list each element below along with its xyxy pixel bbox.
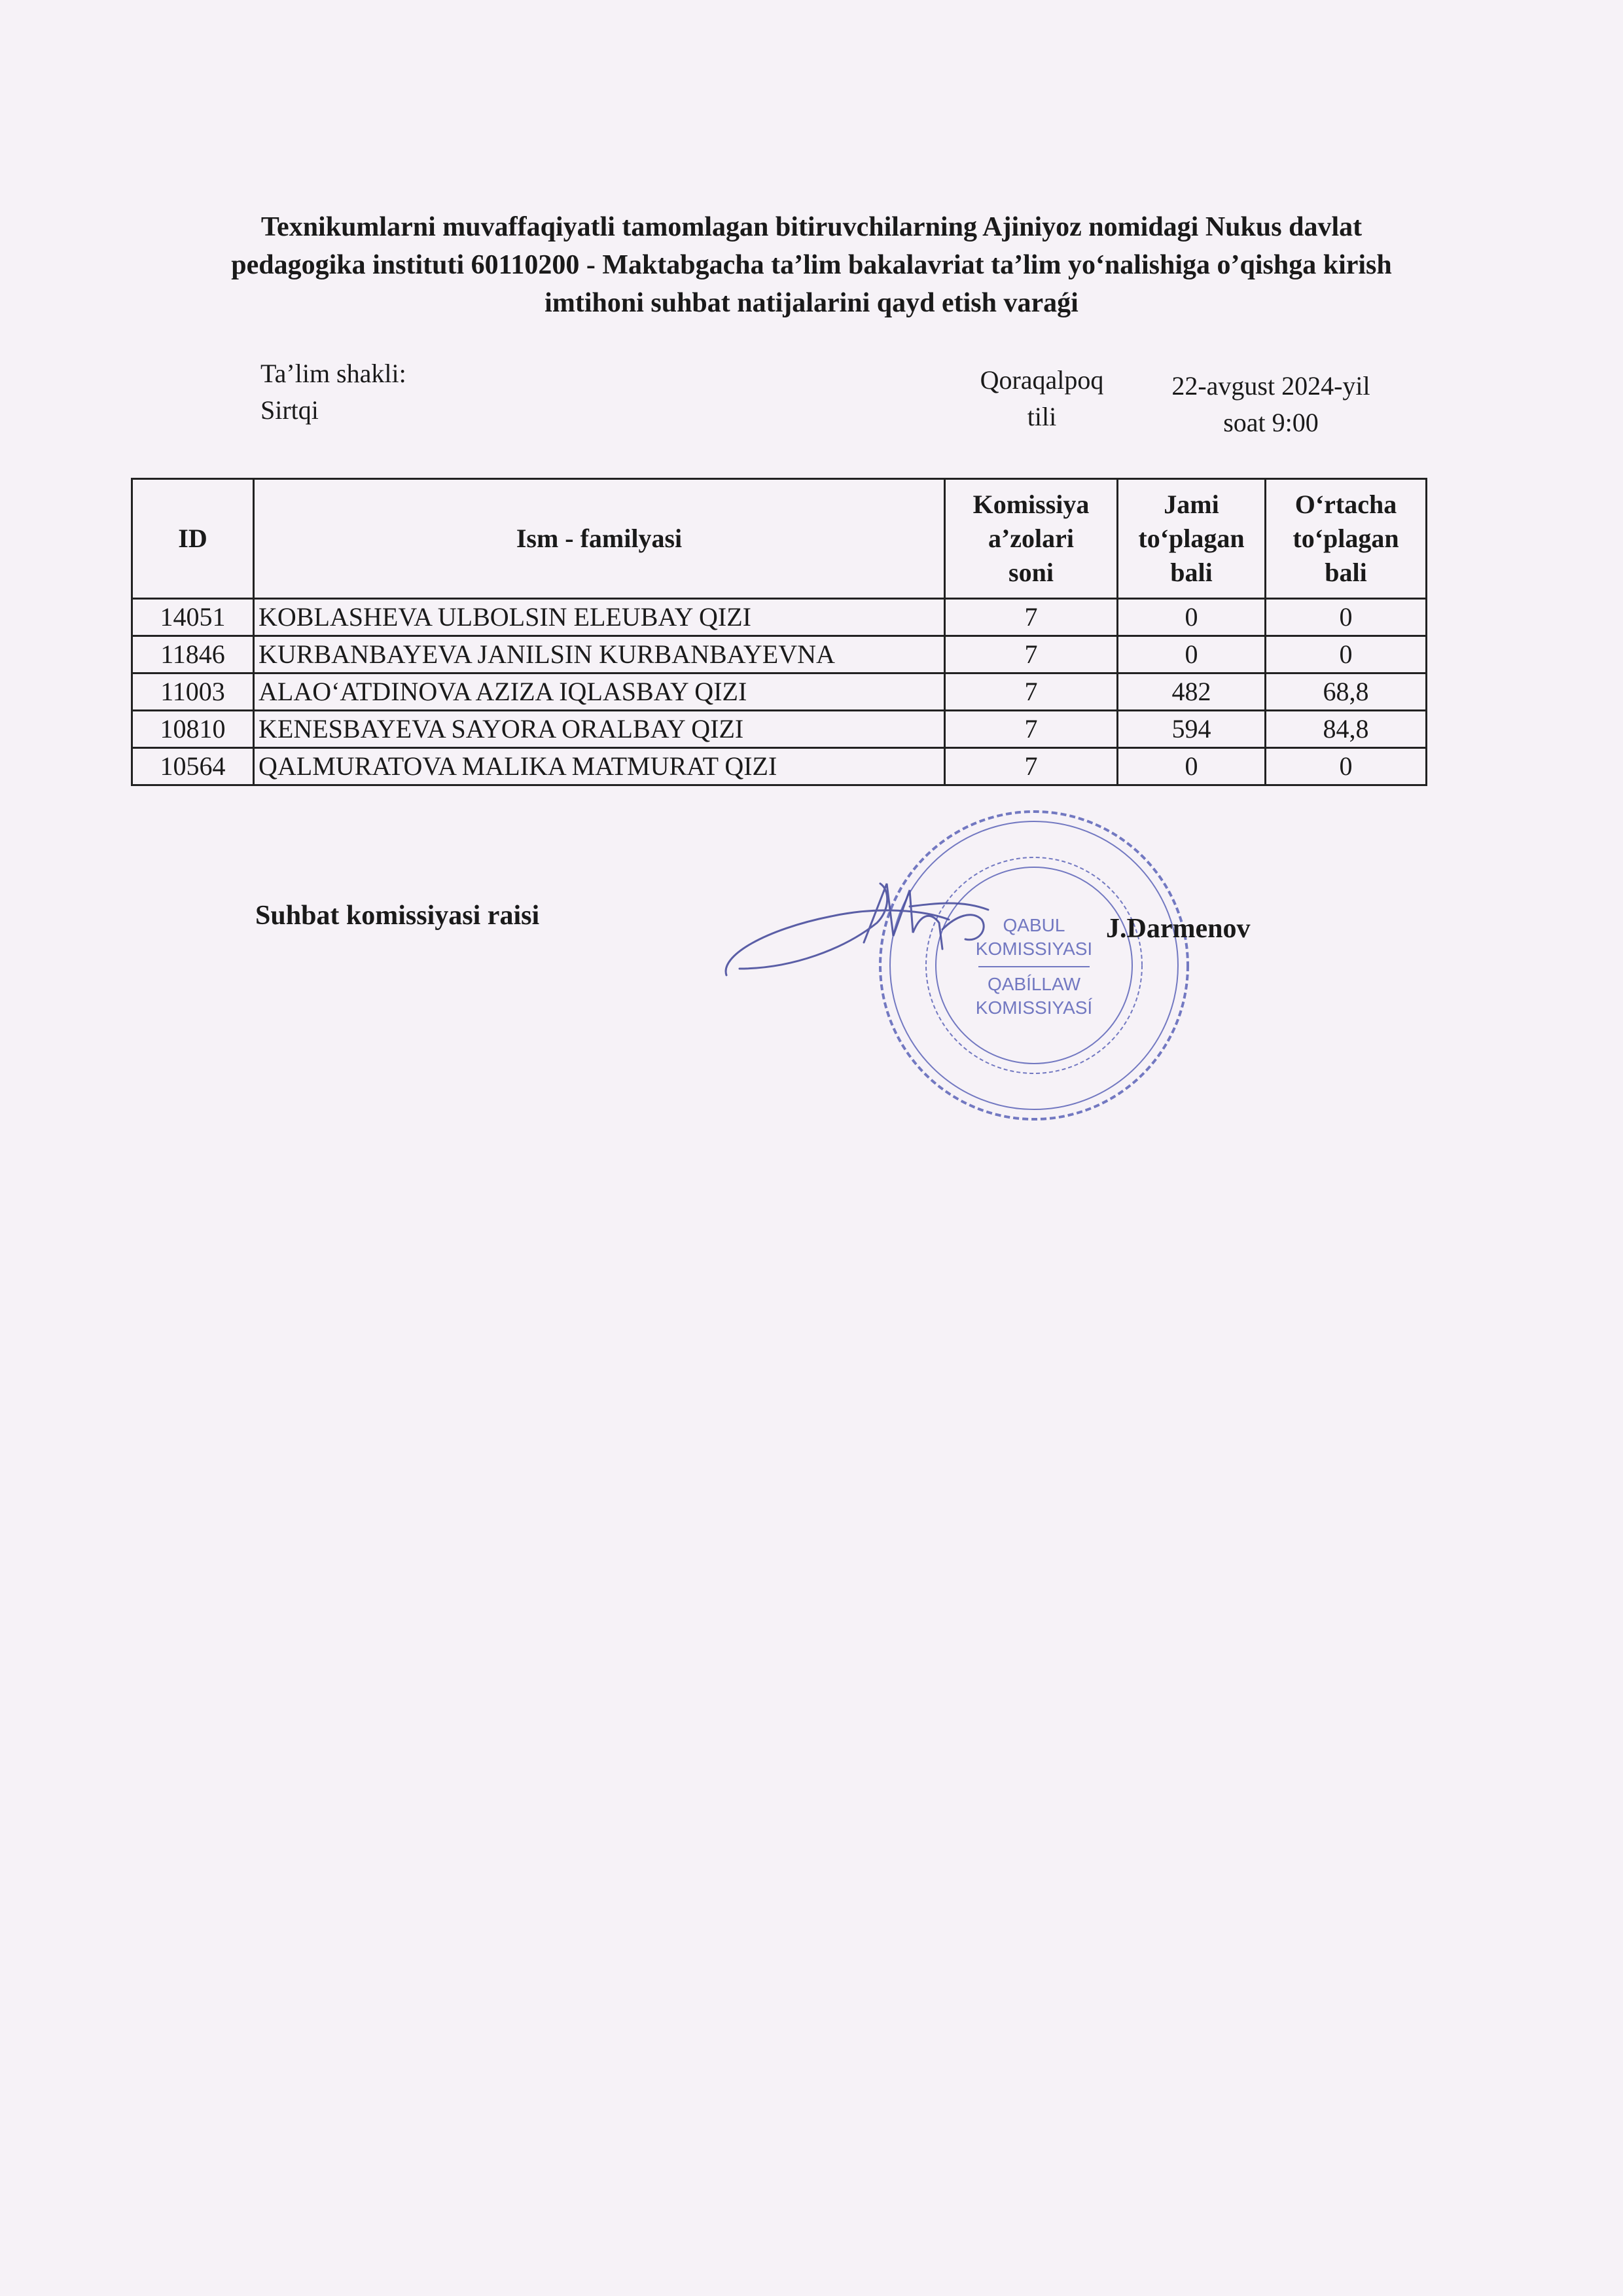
cell-average: 84,8 (1266, 711, 1427, 748)
table-row (132, 599, 1427, 636)
header-commission (945, 479, 1118, 599)
header-name: Ism - familyasi (254, 479, 945, 599)
education-form-label: Ta’lim shakli: (260, 359, 406, 388)
cell-id: 11846 (132, 636, 254, 673)
title-line-3: imtihoni suhbat natijalarini qayd etish varaǵi (544, 288, 1079, 318)
stamp-line-4: KOMISSIYASÍ (975, 997, 1093, 1018)
header-average-line-1: O‘rtacha (1294, 490, 1397, 519)
stamp-line-2: KOMISSIYASI (975, 939, 1093, 959)
header-commission-line-3: soni (1008, 558, 1054, 587)
cell-commission: 7 (945, 748, 1118, 785)
table-row (132, 636, 1427, 673)
cell-total: 0 (1118, 599, 1266, 636)
cell-name: KENESBAYEVA SAYORA ORALBAY QIZI (254, 711, 945, 748)
cell-average: 68,8 (1266, 673, 1427, 711)
results-table (131, 478, 1427, 786)
language-line-1: Qoraqalpoq (980, 365, 1104, 395)
cell-name: ALAO‘ATDINOVA AZIZA IQLASBAY QIZI (254, 673, 945, 711)
education-form-value: Sirtqi (260, 395, 319, 425)
exam-time: soat 9:00 (1223, 408, 1319, 437)
cell-id: 10810 (132, 711, 254, 748)
cell-id: 11003 (132, 673, 254, 711)
cell-id: 14051 (132, 599, 254, 636)
cell-commission: 7 (945, 599, 1118, 636)
header-average-line-2: to‘plagan (1293, 524, 1399, 553)
header-id: ID (132, 479, 254, 599)
header-commission-line-1: Komissiya (972, 490, 1090, 519)
table-header-row (132, 479, 1427, 599)
date-info (1147, 368, 1395, 441)
cell-total: 0 (1118, 636, 1266, 673)
language-info (957, 362, 1127, 435)
chairman-label: Suhbat komissiyasi raisi (255, 901, 540, 931)
stamp-line-1: QABUL (1003, 915, 1065, 935)
document-title (131, 208, 1492, 322)
table-row (132, 673, 1427, 711)
cell-name: QALMURATOVA MALIKA MATMURAT QIZI (254, 748, 945, 785)
cell-commission: 7 (945, 673, 1118, 711)
header-total-line-3: bali (1170, 558, 1213, 587)
header-total-line-1: Jami (1164, 490, 1219, 519)
header-average-line-3: bali (1325, 558, 1367, 587)
header-commission-line-2: a’zolari (988, 524, 1075, 553)
education-form (260, 355, 406, 429)
cell-average: 0 (1266, 636, 1427, 673)
stamp-line-3: QABÍLLAW (987, 974, 1081, 994)
cell-name: KOBLASHEVA ULBOLSIN ELEUBAY QIZI (254, 599, 945, 636)
table-row (132, 748, 1427, 785)
cell-total: 482 (1118, 673, 1266, 711)
cell-commission: 7 (945, 636, 1118, 673)
handwritten-signature (713, 870, 1014, 982)
cell-total: 0 (1118, 748, 1266, 785)
title-line-2: pedagogika instituti 60110200 - Maktabgacha ta’lim bakalavriat ta’lim yo‘nalishiga o’qishga kirish (231, 250, 1392, 280)
exam-date: 22-avgust 2024-yil (1171, 371, 1370, 401)
cell-name: KURBANBAYEVA JANILSIN KURBANBAYEVNA (254, 636, 945, 673)
cell-commission: 7 (945, 711, 1118, 748)
table-row (132, 711, 1427, 748)
title-line-1: Texnikumlarni muvaffaqiyatli tamomlagan bitiruvchilarning Ajiniyoz nomidagi Nukus davlat (260, 212, 1363, 242)
cell-total: 594 (1118, 711, 1266, 748)
language-line-2: tili (1027, 402, 1057, 431)
cell-average: 0 (1266, 599, 1427, 636)
header-total (1118, 479, 1266, 599)
cell-id: 10564 (132, 748, 254, 785)
header-total-line-2: to‘plagan (1138, 524, 1245, 553)
cell-average: 0 (1266, 748, 1427, 785)
chairman-name: J.Darmenov (1106, 914, 1251, 944)
header-average (1266, 479, 1427, 599)
